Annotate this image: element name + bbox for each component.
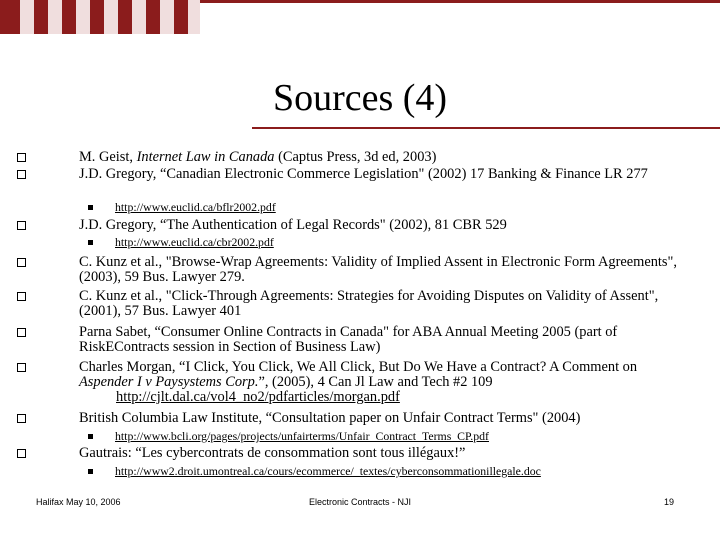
list-item	[79, 289, 679, 319]
list-item	[79, 325, 679, 355]
geist-book-title: Internet Law in Canada	[136, 149, 275, 165]
footer-center: Electronic Contracts - NJI	[308, 497, 412, 507]
filled-square-bullet-icon	[88, 240, 93, 245]
gregory1-text: J.D. Gregory, “Canadian Electronic Commerce Legislation" (2002) 17 Banking & Finance LR 277	[79, 166, 648, 182]
gautrais-link[interactable]: http://www2.droit.umontreal.ca/cours/ecommerce/_textes/cyberconsommationillegale.doc	[115, 464, 541, 478]
gregory2-link[interactable]: http://www.euclid.ca/cbr2002.pdf	[115, 235, 274, 249]
gregory2-text: J.D. Gregory, “The Authentication of Legal Records" (2002), 81 CBR 529	[79, 217, 507, 233]
geist-author: M. Geist,	[79, 149, 137, 165]
hollow-square-bullet-icon	[17, 153, 26, 162]
hollow-square-bullet-icon	[17, 414, 26, 423]
morgan-text: Charles Morgan, “I Click, You Click, We All Click, But Do We Have a Contract? A Comment on	[79, 359, 638, 375]
sub-list-item	[115, 201, 276, 214]
filled-square-bullet-icon	[88, 434, 93, 439]
gautrais-text: Gautrais: “Les cybercontrats de consommation sont tous illégaux!”	[79, 445, 466, 461]
morgan-citation: ”, (2005), 4 Can Jl Law and Tech #2 109	[258, 374, 493, 390]
hollow-square-bullet-icon	[17, 170, 26, 179]
sub-list-item	[115, 236, 274, 249]
gregory1-link[interactable]: http://www.euclid.ca/bflr2002.pdf	[115, 200, 276, 214]
sub-list-item	[115, 430, 489, 443]
list-item	[79, 150, 679, 165]
list-item	[79, 360, 679, 405]
filled-square-bullet-icon	[88, 469, 93, 474]
list-item	[79, 446, 679, 461]
hollow-square-bullet-icon	[17, 328, 26, 337]
list-item	[79, 255, 679, 285]
filled-square-bullet-icon	[88, 205, 93, 210]
morgan-case-name: Aspender I v Paysystems Corp.	[79, 374, 259, 390]
bcli-text: British Columbia Law Institute, “Consultation paper on Unfair Contract Terms" (2004)	[79, 410, 581, 426]
sabet-text: Parna Sabet, “Consumer Online Contracts in Canada" for ABA Annual Meeting 2005 (part of RiskEContracts session in Section of Business Law)	[79, 324, 618, 355]
hollow-square-bullet-icon	[17, 221, 26, 230]
list-item	[79, 218, 679, 233]
page-number: 19	[664, 497, 675, 507]
hollow-square-bullet-icon	[17, 449, 26, 458]
list-item	[79, 411, 679, 426]
slide-title: Sources (4)	[272, 77, 448, 119]
morgan-link[interactable]: http://cjlt.dal.ca/vol4_no2/pdfarticles/morgan.pdf	[116, 389, 400, 405]
hollow-square-bullet-icon	[17, 363, 26, 372]
sub-list-item	[115, 465, 541, 478]
footer-date: Halifax May 10, 2006	[36, 497, 121, 507]
kunz1-text: C. Kunz et al., "Browse-Wrap Agreements: Validity of Implied Assent in Electronic Form Agreements", (2003), 59 Bus. Lawyer 279.	[79, 254, 677, 285]
list-item	[79, 167, 679, 182]
kunz2-text: C. Kunz et al., "Click-Through Agreements: Strategies for Avoiding Disputes on Validity of Assent", (2001), 57 Bus. Lawyer 401	[79, 288, 659, 319]
hollow-square-bullet-icon	[17, 258, 26, 267]
hollow-square-bullet-icon	[17, 292, 26, 301]
bcli-link[interactable]: http://www.bcli.org/pages/projects/unfairterms/Unfair_Contract_Terms_CP.pdf	[115, 429, 489, 443]
geist-details: (Captus Press, 3d ed, 2003)	[274, 149, 437, 165]
